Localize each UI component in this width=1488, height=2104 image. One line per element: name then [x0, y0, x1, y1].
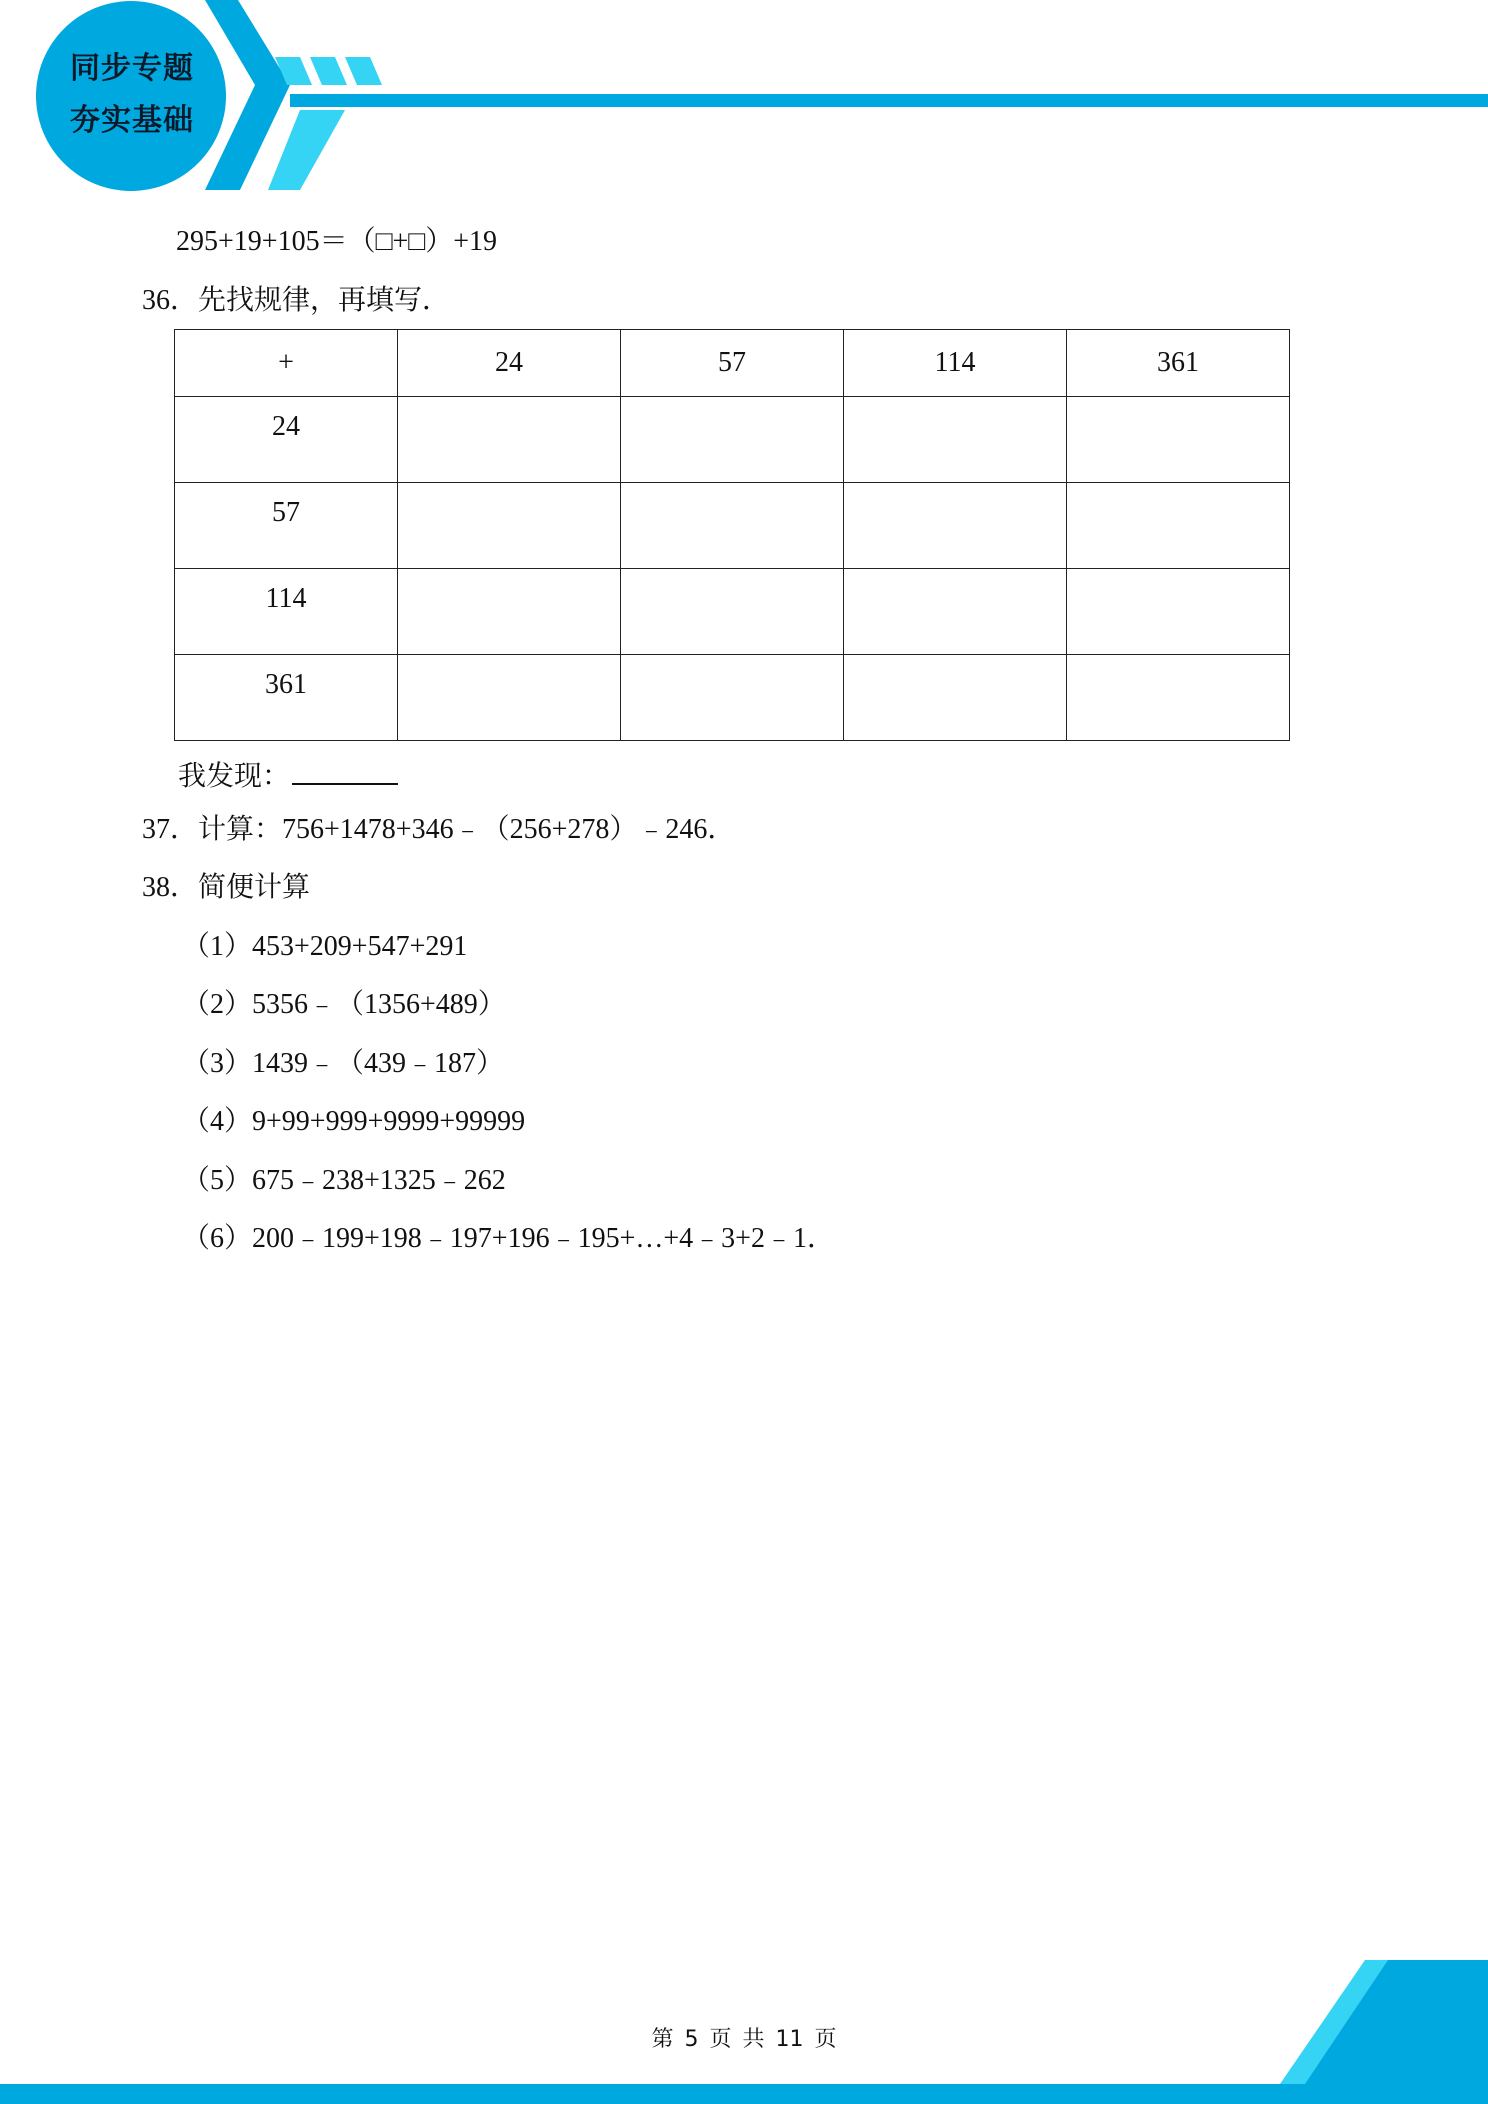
discovery-line: [178, 755, 398, 794]
table-cell[interactable]: [621, 569, 844, 655]
table-row-header: 361: [175, 655, 398, 741]
table-row: [175, 569, 1290, 655]
addition-table: [174, 329, 1290, 741]
header-accent: [268, 110, 345, 190]
list-item: （3）1439﹣（439﹣187）: [182, 1048, 505, 1079]
discovery-blank[interactable]: [292, 755, 398, 785]
stripe-2: [310, 57, 347, 85]
table-cell[interactable]: [398, 655, 621, 741]
list-item: （5）675﹣238+1325﹣262: [182, 1165, 506, 1196]
table-row-header: 57: [175, 483, 398, 569]
table-row-header: 24: [175, 397, 398, 483]
list-item: （1）453+209+547+291: [182, 931, 468, 962]
table-cell[interactable]: [844, 569, 1067, 655]
discovery-label: 我发现：: [178, 761, 291, 792]
top-formula: 295+19+105＝（□+□）+19: [176, 226, 497, 257]
header-badge: [36, 0, 228, 190]
badge-line1: 同步专题: [70, 51, 194, 86]
question-38: 38．简便计算: [142, 872, 311, 903]
list-item: （4）9+99+999+9999+99999: [182, 1106, 526, 1137]
table-cell[interactable]: [1067, 397, 1290, 483]
list-item: （6）200﹣199+198﹣197+196﹣195+…+4﹣3+2﹣1．: [182, 1223, 835, 1254]
table-col-header: 24: [398, 330, 621, 397]
table-cell[interactable]: [1067, 655, 1290, 741]
table-corner: +: [175, 330, 398, 397]
table-cell[interactable]: [844, 655, 1067, 741]
page-number: 第 5 页 共 11 页: [651, 2027, 837, 2052]
table-cell[interactable]: [398, 569, 621, 655]
table-row: [175, 483, 1290, 569]
footer-bar: [0, 2084, 1488, 2104]
table-col-header: 361: [1067, 330, 1290, 397]
table-cell[interactable]: [1067, 569, 1290, 655]
table-cell[interactable]: [844, 397, 1067, 483]
table-header-row: [175, 330, 1290, 397]
header-bar: [290, 94, 1488, 107]
table-cell[interactable]: [398, 483, 621, 569]
question-36: 36．先找规律，再填写．: [142, 285, 451, 316]
table-col-header: 57: [621, 330, 844, 397]
table-row: [175, 655, 1290, 741]
table-cell[interactable]: [1067, 483, 1290, 569]
table-row: [175, 397, 1290, 483]
table-cell[interactable]: [621, 483, 844, 569]
table-cell[interactable]: [844, 483, 1067, 569]
table-row-header: 114: [175, 569, 398, 655]
table-cell[interactable]: [621, 655, 844, 741]
badge-line2: 夯实基础: [70, 103, 194, 138]
table-cell[interactable]: [621, 397, 844, 483]
table-col-header: 114: [844, 330, 1067, 397]
list-item: （2）5356﹣（1356+489）: [182, 989, 506, 1020]
table-cell[interactable]: [398, 397, 621, 483]
question-37: 37．计算：756+1478+346﹣（256+278）﹣246．: [142, 814, 736, 845]
stripe-3: [345, 57, 382, 85]
